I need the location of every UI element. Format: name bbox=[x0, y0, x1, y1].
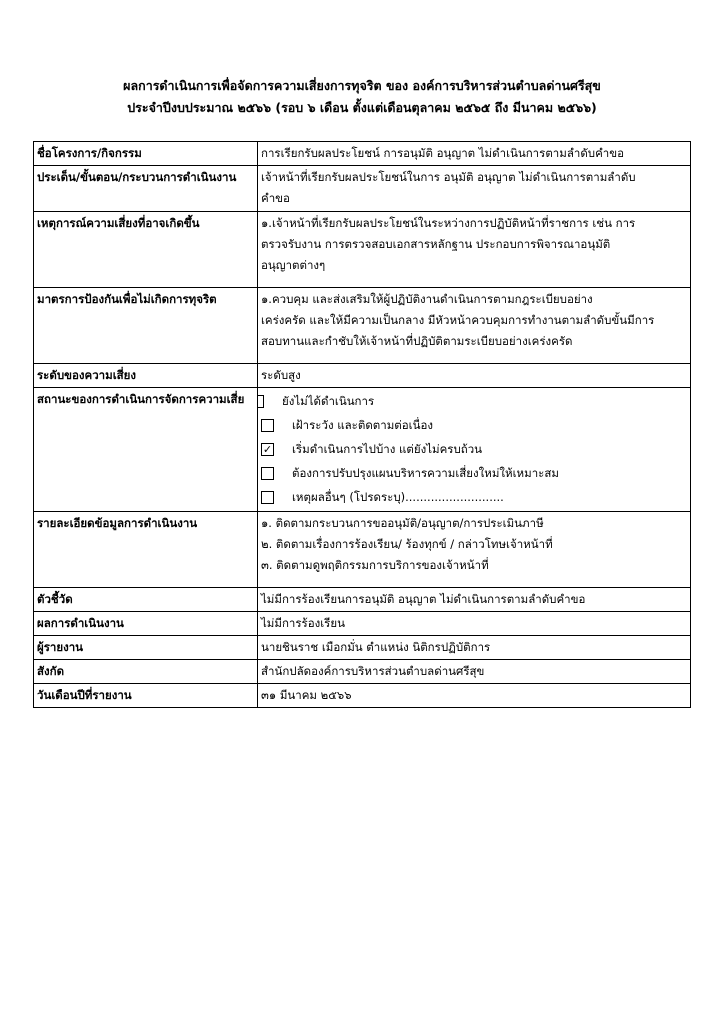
row-cause bbox=[34, 212, 691, 288]
report-subtitle: ประจำปีงบประมาณ ๒๕๖๖ (รอบ ๖ เดือน ตั้งแต่เดือนตุลาคม ๒๕๖๕ ถึง มีนาคม ๒๕๖๖) bbox=[127, 100, 597, 115]
status-checkbox[interactable] bbox=[258, 395, 265, 408]
details-label: รายละเอียดข้อมูลการดำเนินงาน bbox=[34, 512, 258, 588]
row-status bbox=[34, 388, 691, 512]
cause-line: ๑.เจ้าหน้าที่เรียกรับผลประโยชน์ในระหว่างการปฏิบัติหน้าที่ราชการ เช่น การ bbox=[261, 216, 636, 230]
reporter-value: นายชินราช เมือกมั่น ตำแหน่ง นิติกรปฏิบัติการ bbox=[258, 636, 691, 660]
row-prevention bbox=[34, 288, 691, 364]
status-label: สถานะของการดำเนินการจัดการความเสี่ย bbox=[34, 388, 258, 512]
details-line: ๓. ติดตามดูพฤติกรรมการบริการของเจ้าหน้าที่ bbox=[261, 558, 489, 572]
status-checkbox-checked[interactable]: ✓ bbox=[262, 442, 273, 456]
report-title: ผลการดำเนินการเพื่อจัดการความเสี่ยงการทุจริต ของ องค์การบริหารส่วนตำบลด่านศรีสุข bbox=[123, 78, 601, 93]
status-option-text: เฝ้าระวัง และติดตามต่อเนื่อง bbox=[292, 417, 433, 432]
details-line: ๑. ติดตามกระบวนการขออนุมัติ/อนุญาต/การประเมินภาษี bbox=[261, 516, 544, 530]
affiliation-label: สังกัด bbox=[34, 660, 258, 684]
status-checkbox[interactable] bbox=[261, 467, 274, 480]
details-value bbox=[258, 512, 691, 588]
status-option bbox=[261, 413, 687, 437]
issue-label: ประเด็น/ขั้นตอน/กระบวนการดำเนินงาน bbox=[34, 166, 258, 212]
cause-value bbox=[258, 212, 691, 288]
issue-line: คำขอ bbox=[261, 191, 290, 205]
status-option bbox=[261, 437, 687, 461]
prevention-line: สอบทานและกำชับให้เจ้าหน้าที่ปฏิบัติตามระเบียบอย่างเคร่งครัด bbox=[261, 334, 573, 348]
row-affiliation bbox=[34, 660, 691, 684]
cause-line: ตรวจรับงาน การตรวจสอบเอกสารหลักฐาน ประกอบการพิจารณาอนุมัติ bbox=[261, 237, 611, 251]
row-reporter bbox=[34, 636, 691, 660]
details-line: ๒. ติดตามเรื่องการร้องเรียน/ ร้องทุกข์ / กล่าวโทษเจ้าหน้าที่ bbox=[261, 537, 553, 551]
row-risk-level bbox=[34, 364, 691, 388]
status-option-text: ยังไม่ได้ดำเนินการ bbox=[282, 393, 375, 408]
row-project bbox=[34, 142, 691, 166]
status-option bbox=[258, 389, 688, 413]
status-option-text: ต้องการปรับปรุงแผนบริหารความเสี่ยงใหม่ให้เหมาะสม bbox=[292, 465, 559, 480]
risk-level-value: ระดับสูง bbox=[258, 364, 691, 388]
status-checkbox[interactable] bbox=[261, 419, 274, 432]
indicator-value: ไม่มีการร้องเรียนการอนุมัติ อนุญาต ไม่ดำเนินการตามลำดับคำขอ bbox=[258, 588, 691, 612]
cause-line: อนุญาตต่างๆ bbox=[261, 258, 326, 272]
row-result bbox=[34, 612, 691, 636]
prevention-line: ๑.ควบคุม และส่งเสริมให้ผู้ปฏิบัติงานดำเนินการตามกฎระเบียบอย่าง bbox=[261, 292, 593, 306]
row-indicator bbox=[34, 588, 691, 612]
reporter-label: ผู้รายงาน bbox=[34, 636, 258, 660]
issue-value bbox=[258, 166, 691, 212]
prevention-label: มาตรการป้องกันเพื่อไม่เกิดการทุจริต bbox=[34, 288, 258, 364]
risk-report-table bbox=[33, 141, 691, 708]
status-options bbox=[258, 388, 691, 512]
status-checkbox[interactable] bbox=[261, 491, 274, 504]
project-label: ชื่อโครงการ/กิจกรรม bbox=[34, 142, 258, 166]
result-value: ไม่มีการร้องเรียน bbox=[258, 612, 691, 636]
status-option-text: เหตุผลอื่นๆ (โปรดระบุ)........................... bbox=[292, 489, 504, 504]
report-date-label: วันเดือนปีที่รายงาน bbox=[34, 684, 258, 708]
status-option-text: เริ่มดำเนินการไปบ้าง แต่ยังไม่ครบถ้วน bbox=[292, 441, 483, 456]
issue-line: เจ้าหน้าที่เรียกรับผลประโยชน์ในการ อนุมัติ อนุญาต ไม่ดำเนินการตามลำดับ bbox=[261, 170, 636, 184]
prevention-value bbox=[258, 288, 691, 364]
risk-level-label: ระดับของความเสี่ยง bbox=[34, 364, 258, 388]
row-report-date bbox=[34, 684, 691, 708]
status-option bbox=[261, 485, 687, 509]
indicator-label: ตัวชี้วัด bbox=[34, 588, 258, 612]
report-date-value: ๓๑ มีนาคม ๒๕๖๖ bbox=[258, 684, 691, 708]
status-option bbox=[261, 461, 687, 485]
row-issue bbox=[34, 166, 691, 212]
row-details bbox=[34, 512, 691, 588]
project-value: การเรียกรับผลประโยชน์ การอนุมัติ อนุญาต ไม่ดำเนินการตามลำดับคำขอ bbox=[258, 142, 691, 166]
affiliation-value: สำนักปลัดองค์การบริหารส่วนตำบลด่านศรีสุข bbox=[258, 660, 691, 684]
prevention-line: เคร่งครัด และให้มีความเป็นกลาง มีหัวหน้าควบคุมการทำงานตามลำดับขั้นมีการ bbox=[261, 313, 655, 327]
cause-label: เหตุการณ์ความเสี่ยงที่อาจเกิดขึ้น bbox=[34, 212, 258, 288]
result-label: ผลการดำเนินงาน bbox=[34, 612, 258, 636]
